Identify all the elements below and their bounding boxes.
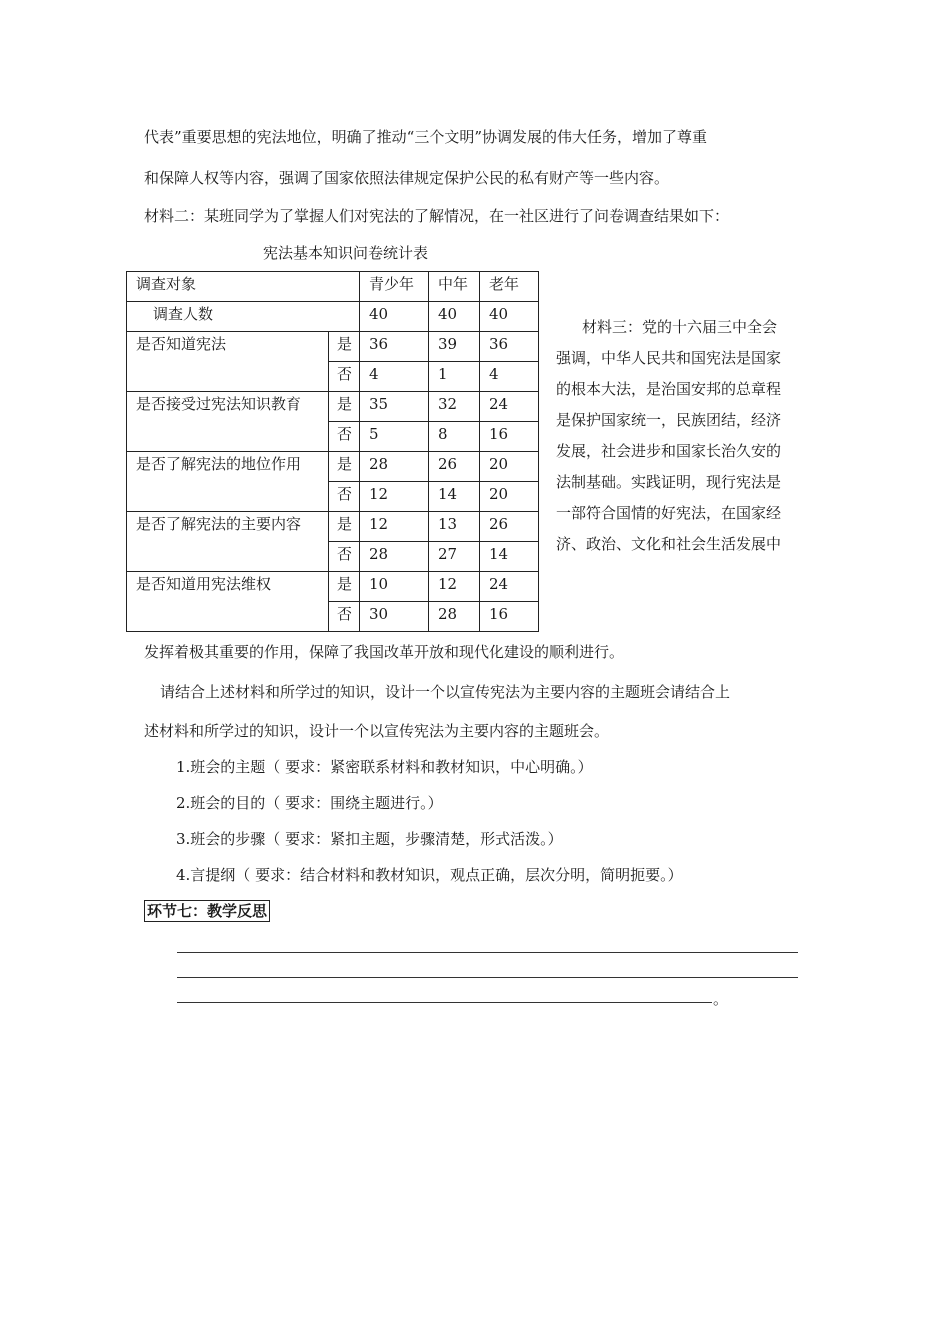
table-cell: 14	[480, 542, 539, 572]
table-cell: 13	[429, 512, 480, 542]
table-cell: 12	[429, 572, 480, 602]
table-cell: 28	[360, 452, 429, 482]
table-cell: 39	[429, 332, 480, 362]
table-cell: 40	[429, 302, 480, 332]
table-count-row	[127, 302, 539, 332]
question-label: 是否接受过宪法知识教育	[127, 392, 329, 452]
table-cell: 4	[480, 362, 539, 392]
end-mark: 。	[713, 990, 729, 1008]
table-cell: 36	[480, 332, 539, 362]
table-cell: 12	[360, 512, 429, 542]
material-three-line: 是保护国家统一，民族团结，经济	[556, 411, 782, 429]
yes-label: 是	[329, 392, 360, 422]
material-three-line: 法制基础。实践证明，现行宪法是	[556, 473, 782, 491]
table-row	[127, 392, 539, 422]
no-label: 否	[329, 542, 360, 572]
task-item-3: 3.班会的步骤（ 要求：紧扣主题，步骤清楚，形式活泼。）	[176, 830, 563, 848]
material-three-line: 的根本大法，是治国安邦的总章程	[556, 380, 782, 398]
table-row	[127, 572, 539, 602]
material-three-continuation: 发挥着极其重要的作用，保障了我国改革开放和现代化建设的顺利进行。	[144, 643, 625, 661]
table-cell: 20	[480, 452, 539, 482]
header-label: 调查对象	[127, 272, 360, 302]
table-cell: 8	[429, 422, 480, 452]
no-label: 否	[329, 362, 360, 392]
table-cell: 26	[429, 452, 480, 482]
table-row	[127, 452, 539, 482]
count-label: 调查人数	[127, 302, 360, 332]
yes-label: 是	[329, 572, 360, 602]
yes-label: 是	[329, 332, 360, 362]
table-row	[127, 512, 539, 542]
no-label: 否	[329, 602, 360, 632]
material-three-line: 发展，社会进步和国家长治久安的	[556, 442, 782, 460]
yes-label: 是	[329, 512, 360, 542]
paragraph-line-3: 材料二：某班同学为了掌握人们对宪法的了解情况，在一社区进行了问卷调查结果如下：	[144, 207, 730, 225]
table-cell: 1	[429, 362, 480, 392]
survey-table	[126, 271, 539, 632]
table-cell: 36	[360, 332, 429, 362]
table-cell: 32	[429, 392, 480, 422]
table-header-row	[127, 272, 539, 302]
paragraph-line-2: 和保障人权等内容，强调了国家依照法律规定保护公民的私有财产等一些内容。	[144, 169, 670, 187]
table-cell: 12	[360, 482, 429, 512]
table-cell: 14	[429, 482, 480, 512]
task-item-4: 4.言提纲（ 要求：结合材料和教材知识，观点正确，层次分明，简明扼要。）	[176, 866, 683, 884]
table-cell: 28	[429, 602, 480, 632]
task-item-2: 2.班会的目的（ 要求：围绕主题进行。）	[176, 794, 443, 812]
no-label: 否	[329, 482, 360, 512]
question-label: 是否了解宪法的地位作用	[127, 452, 329, 512]
answer-line	[177, 952, 798, 953]
table-cell: 5	[360, 422, 429, 452]
question-label: 是否知道用宪法维权	[127, 572, 329, 632]
task-line-1: 请结合上述材料和所学过的知识，设计一个以宣传宪法为主要内容的主题班会请结合上	[160, 683, 731, 701]
table-cell: 24	[480, 392, 539, 422]
task-item-1: 1.班会的主题（ 要求：紧密联系材料和教材知识，中心明确。）	[176, 758, 593, 776]
table-cell: 40	[480, 302, 539, 332]
answer-line	[177, 977, 798, 978]
material-three	[556, 312, 808, 560]
material-three-line: 材料三：党的十六届三中全会	[582, 318, 778, 336]
no-label: 否	[329, 422, 360, 452]
material-three-line: 济、政治、文化和社会生活发展中	[556, 535, 782, 553]
table-cell: 40	[360, 302, 429, 332]
table-cell: 10	[360, 572, 429, 602]
table-cell: 20	[480, 482, 539, 512]
table-cell: 4	[360, 362, 429, 392]
section-title: 环节七：教学反思	[144, 900, 270, 922]
table-cell: 26	[480, 512, 539, 542]
task-line-2: 述材料和所学过的知识，设计一个以宣传宪法为主要内容的主题班会。	[144, 722, 610, 740]
header-col-elder: 老年	[480, 272, 539, 302]
header-col-youth: 青少年	[360, 272, 429, 302]
material-three-line: 一部符合国情的好宪法，在国家经	[556, 504, 782, 522]
material-three-line: 强调，中华人民共和国宪法是国家	[556, 349, 782, 367]
yes-label: 是	[329, 452, 360, 482]
header-col-middle: 中年	[429, 272, 480, 302]
table-cell: 28	[360, 542, 429, 572]
paragraph-line-1: 代表”重要思想的宪法地位，明确了推动“三个文明”协调发展的伟大任务，增加了尊重	[144, 128, 708, 146]
question-label: 是否了解宪法的主要内容	[127, 512, 329, 572]
table-cell: 16	[480, 422, 539, 452]
table-caption: 宪法基本知识问卷统计表	[263, 244, 429, 262]
table-cell: 24	[480, 572, 539, 602]
table-cell: 27	[429, 542, 480, 572]
table-cell: 35	[360, 392, 429, 422]
answer-line	[177, 1002, 712, 1003]
table-row	[127, 332, 539, 362]
table-cell: 30	[360, 602, 429, 632]
question-label: 是否知道宪法	[127, 332, 329, 392]
table-cell: 16	[480, 602, 539, 632]
